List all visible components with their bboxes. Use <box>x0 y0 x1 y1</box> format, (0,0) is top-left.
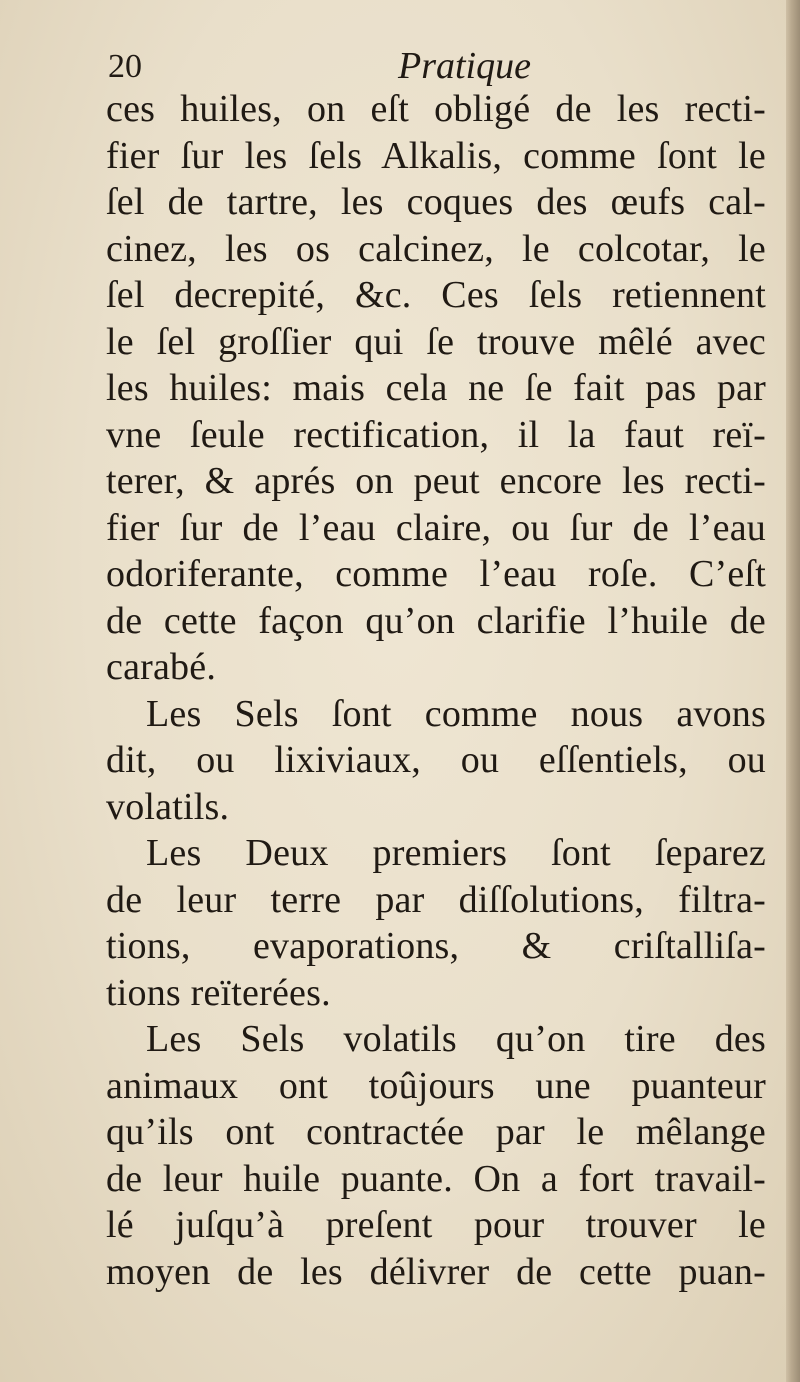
page-number: 20 <box>108 48 142 85</box>
text-line: odoriferante, comme l’eau roſe. C’eſt <box>106 553 766 595</box>
text-line: animaux ont toûjours une puanteur <box>106 1064 766 1107</box>
text-line: qu’ils ont contractée par le mêlange <box>106 1111 766 1153</box>
text-line: Les Deux premiers ſont ſeparez <box>146 832 766 874</box>
running-title: Pratique <box>398 45 531 87</box>
text-line: ſel de tartre, les coques des œufs cal- <box>106 181 766 223</box>
text-line: fier ſur de l’eau claire, ou ſur de l’eau <box>106 506 766 549</box>
text-line: de leur terre par diſſolutions, filtra- <box>106 878 766 921</box>
text-line: tions, evaporations, & criſtalliſa- <box>106 925 766 967</box>
text-line: terer, & aprés on peut encore les recti- <box>106 460 766 502</box>
text-line: volatils. <box>106 785 230 828</box>
text-line: lé juſqu’à preſent pour trouver le <box>106 1204 766 1246</box>
text-line: ces huiles, on eſt obligé de les recti- <box>106 88 766 130</box>
text-line: carabé. <box>106 646 217 688</box>
text-line: vne ſeule rectification, il la faut reï- <box>106 413 766 456</box>
body-text <box>106 86 766 1295</box>
text-line: tions reïterées. <box>106 971 331 1014</box>
text-line: Les Sels ſont comme nous avons <box>146 692 766 735</box>
text-line: moyen de les délivrer de cette puan- <box>106 1250 766 1293</box>
text-line: cinez, les os calcinez, le colcotar, le <box>106 227 766 270</box>
text-line: ſel decrepité, &c. Ces ſels retiennent <box>106 274 766 316</box>
text-line: dit, ou lixiviaux, ou eſſentiels, ou <box>106 739 766 781</box>
text-line: fier ſur les ſels Alkalis, comme ſont le <box>106 134 766 177</box>
text-line: de leur huile puante. On a fort travail- <box>106 1157 766 1200</box>
text-line: Les Sels volatils qu’on tire des <box>146 1018 766 1060</box>
text-line: le ſel groſſier qui ſe trouve mêlé avec <box>106 320 766 363</box>
page-gutter <box>786 0 800 1382</box>
text-line: les huiles: mais cela ne ſe fait pas par <box>106 367 766 409</box>
text-line: de cette façon qu’on clarifie l’huile de <box>106 599 766 642</box>
